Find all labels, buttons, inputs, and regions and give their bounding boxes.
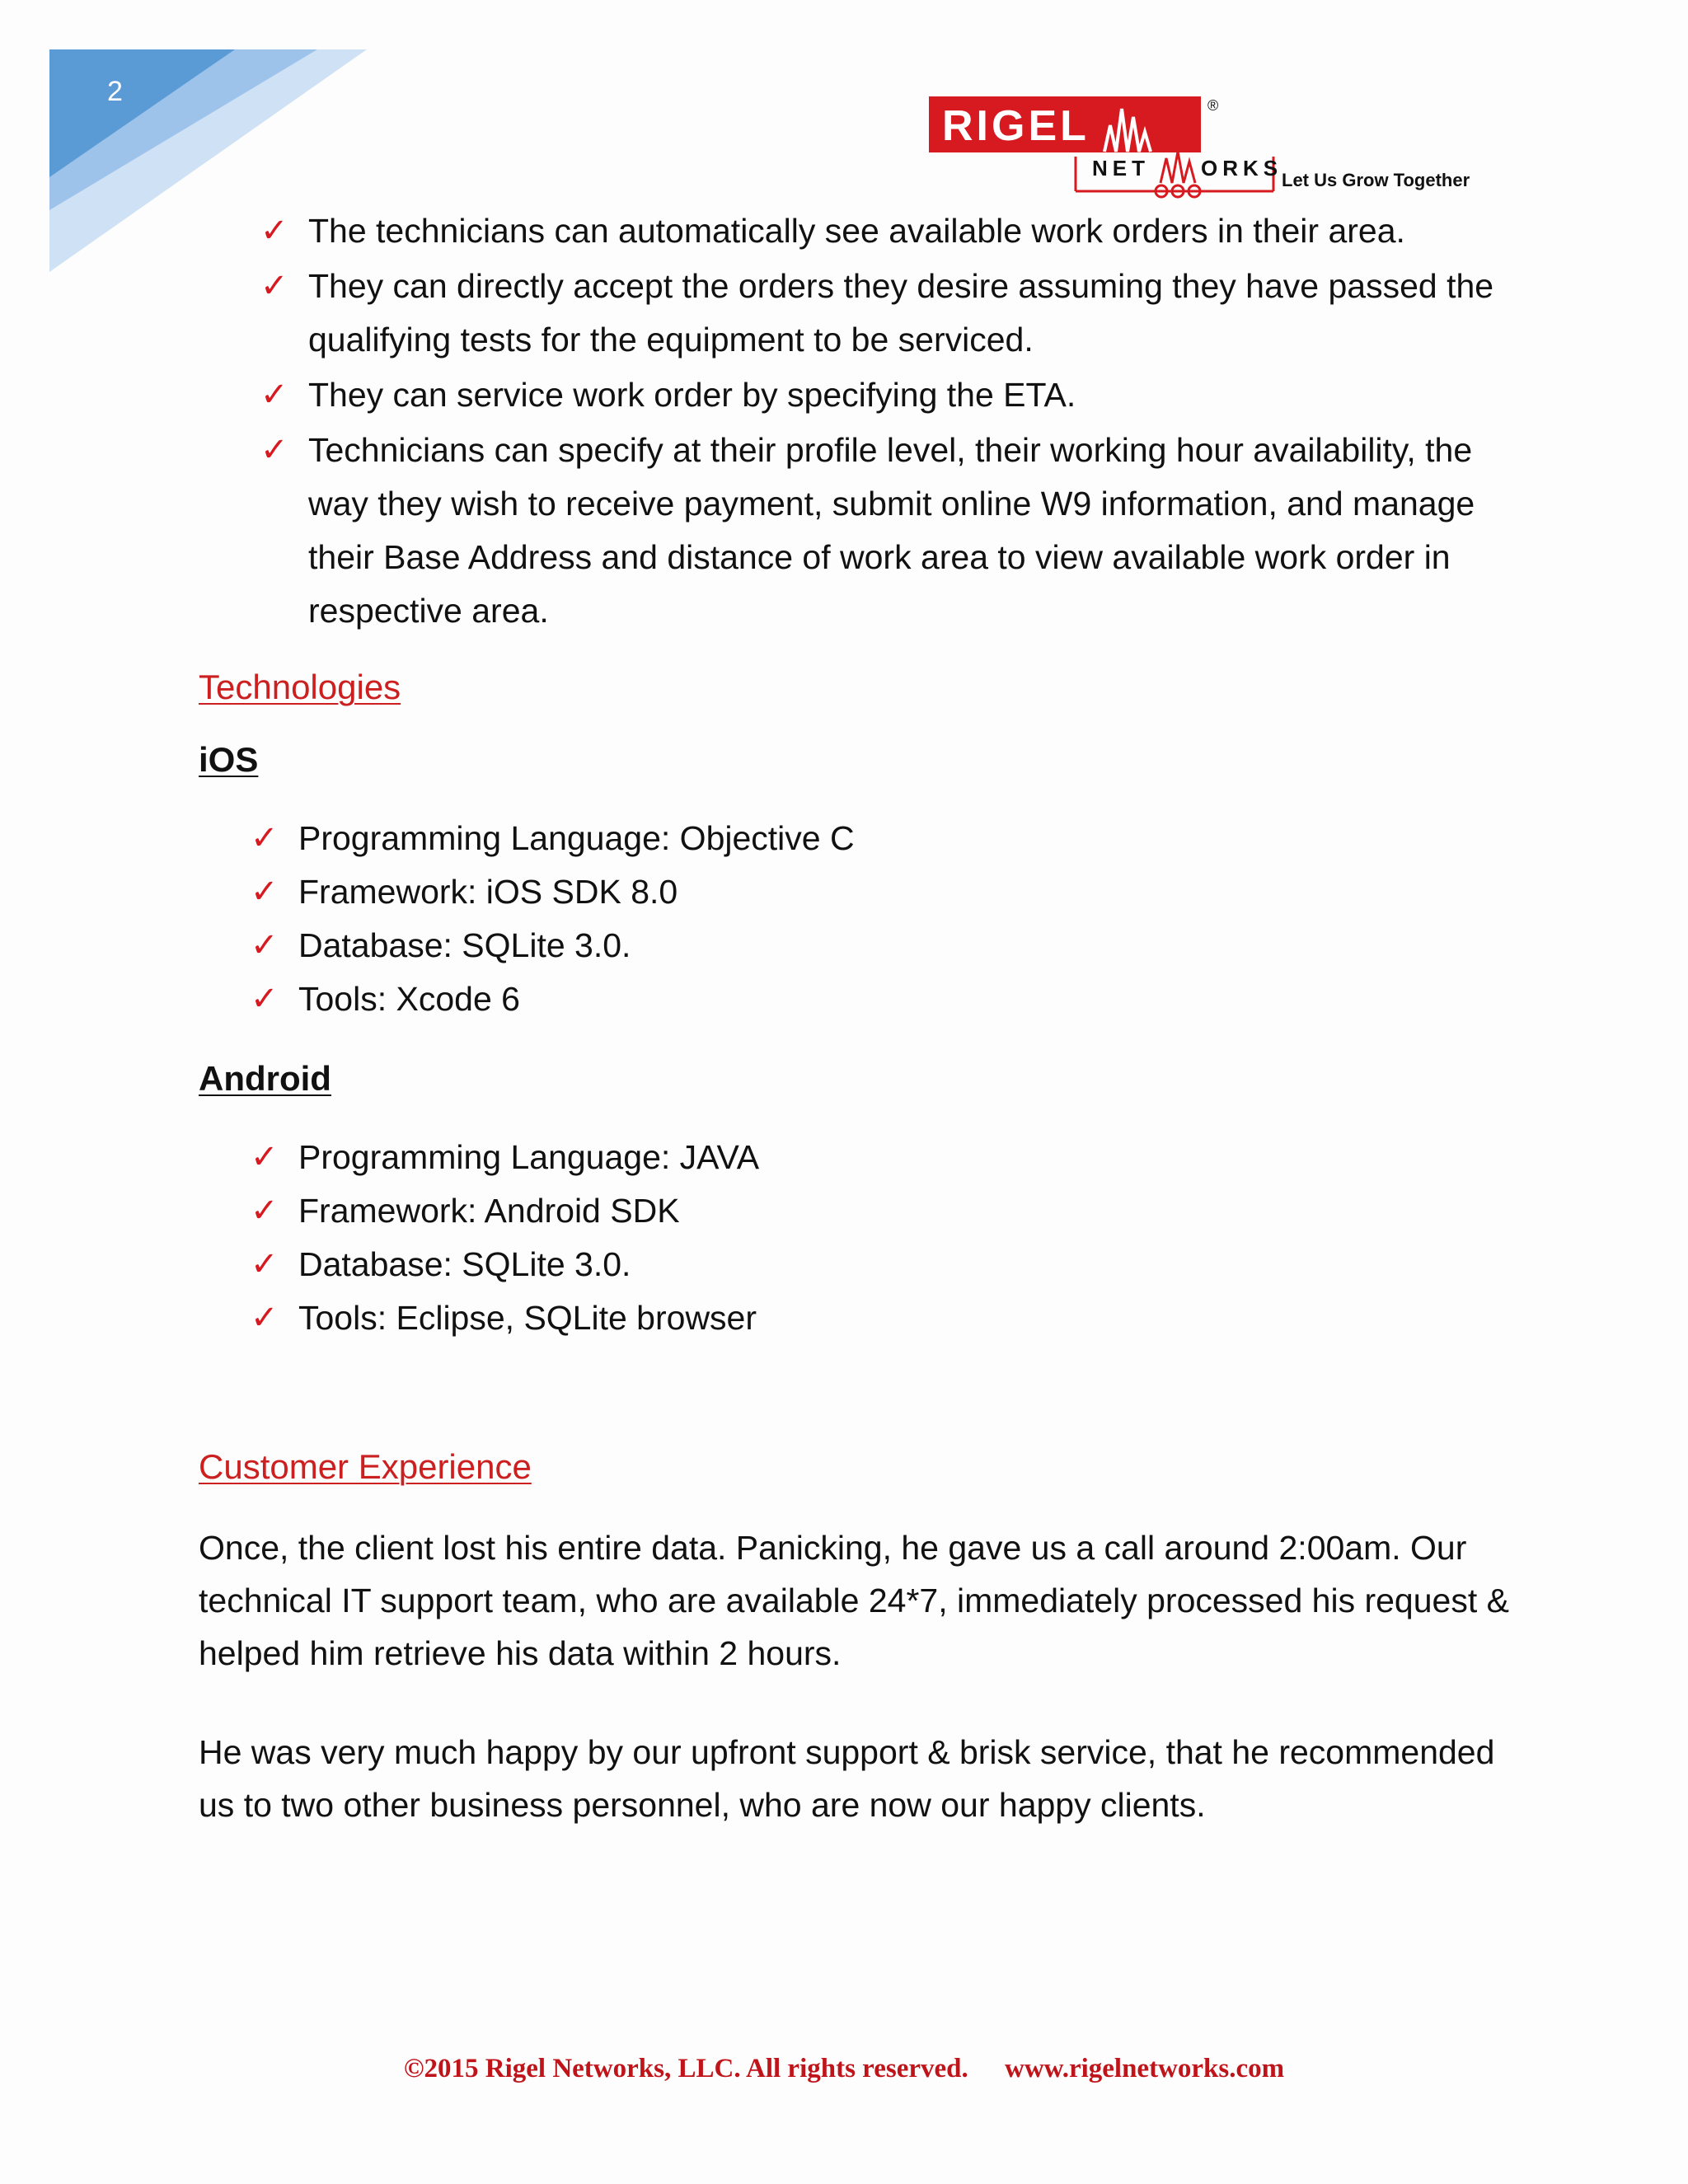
checkmark-icon: ✓: [260, 431, 288, 469]
checkmark-icon: ✓: [251, 926, 279, 964]
svg-text:ORKS: ORKS: [1201, 156, 1283, 180]
ios-heading: iOS: [199, 740, 259, 779]
list-item: ✓ Framework: Android SDK: [298, 1184, 1287, 1238]
list-item: ✓ Database: SQLite 3.0.: [298, 1238, 1287, 1291]
customer-experience-heading: Customer Experience: [199, 1447, 532, 1486]
website-link[interactable]: www.rigelnetworks.com: [1005, 2054, 1285, 2083]
checkmark-icon: ✓: [251, 1192, 279, 1230]
list-item: ✓ They can directly accept the orders they desire assuming they have passed the qualifying tests for the equipment to be serviced.: [308, 260, 1512, 367]
svg-text:Let Us Grow Together: Let Us Grow Together: [1282, 170, 1470, 190]
checkmark-icon: ✓: [251, 1138, 279, 1176]
list-item: ✓ Tools: Eclipse, SQLite browser: [298, 1291, 1287, 1345]
list-item: ✓ The technicians can automatically see available work orders in their area.: [308, 204, 1512, 258]
checkmark-icon: ✓: [251, 980, 279, 1018]
checkmark-icon: ✓: [251, 1299, 279, 1337]
android-tech-list: [251, 1131, 1287, 1345]
list-item: ✓ Technicians can specify at their profile level, their working hour availability, the way they wish to receive payment, submit online W9 information, and manage their Base Address and distance of work area to view available work order in respective area.: [308, 424, 1512, 638]
feature-list: [260, 204, 1512, 640]
list-item: ✓ They can service work order by specifying the ETA.: [308, 368, 1512, 422]
experience-paragraph: Once, the client lost his entire data. Panicking, he gave us a call around 2:00am. Our technical IT support team, who are available 24*7, immediately processed his request & helped him retrieve his data within 2 hours.: [199, 1529, 1509, 1672]
checkmark-icon: ✓: [251, 819, 279, 857]
checkmark-icon: ✓: [260, 212, 288, 250]
experience-paragraph: He was very much happy by our upfront support & brisk service, that he recommended us to two other business personnel, who are now our happy clients.: [199, 1733, 1495, 1824]
list-item: ✓ Framework: iOS SDK 8.0: [298, 865, 1287, 919]
svg-text:NET: NET: [1092, 156, 1150, 180]
svg-text:RIGEL: RIGEL: [942, 102, 1090, 150]
list-item: ✓ Programming Language: Objective C: [298, 812, 1287, 865]
checkmark-icon: ✓: [251, 1245, 279, 1283]
technologies-heading: Technologies: [199, 668, 401, 706]
ios-tech-list: [251, 812, 1287, 1026]
footer: [0, 2054, 1688, 2084]
svg-text:®: ®: [1207, 97, 1219, 114]
checkmark-icon: ✓: [251, 873, 279, 911]
list-item: ✓ Programming Language: JAVA: [298, 1131, 1287, 1184]
checkmark-icon: ✓: [260, 376, 288, 414]
page-number: 2: [107, 76, 123, 107]
copyright-text: ©2015 Rigel Networks, LLC. All rights reserved.: [403, 2054, 968, 2083]
list-item: ✓ Database: SQLite 3.0.: [298, 919, 1287, 972]
android-heading: Android: [199, 1059, 331, 1098]
list-item: ✓ Tools: Xcode 6: [298, 972, 1287, 1026]
checkmark-icon: ✓: [260, 267, 288, 305]
rigel-networks-logo: [927, 92, 1488, 204]
